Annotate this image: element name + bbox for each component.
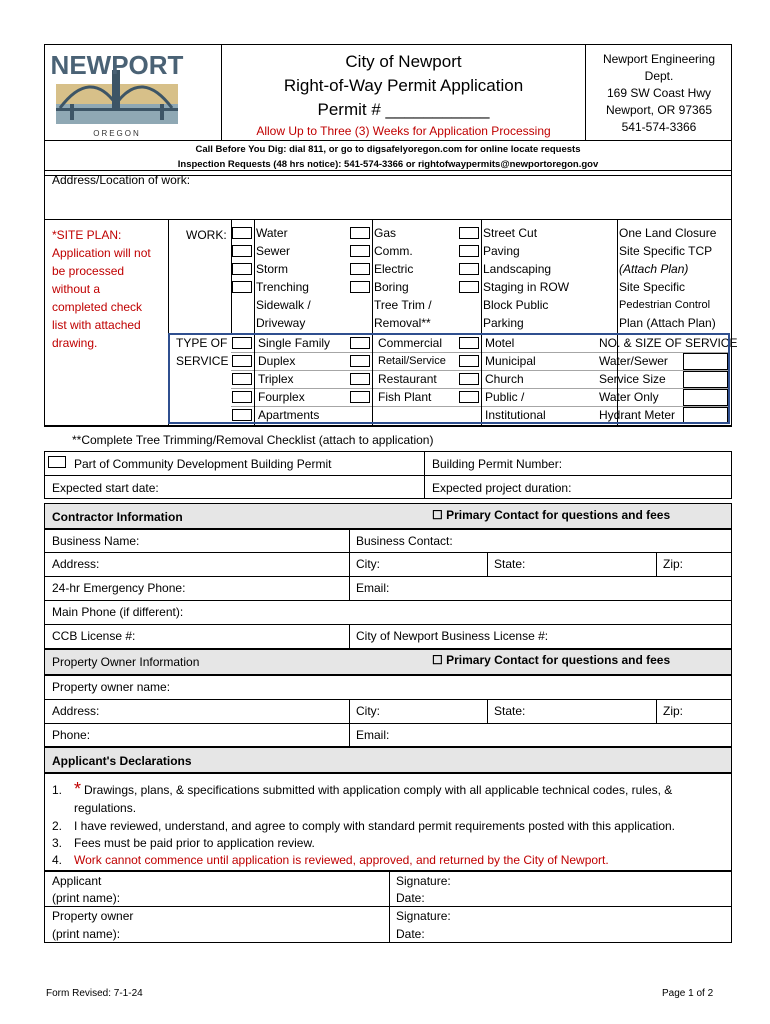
work-col3-checkbox-0[interactable]	[459, 227, 479, 239]
owner-address-field[interactable]: Address:	[52, 704, 100, 718]
work-col2-label-5: Removal**	[374, 316, 431, 330]
service-col1-label-0: Single Family	[258, 336, 331, 350]
service-col4-label-2: Service Size	[599, 372, 666, 386]
city-title: City of Newport	[345, 52, 462, 71]
work-col1-label-3: Trenching	[256, 280, 309, 294]
service-col4-label-4: Hydrant Meter	[599, 408, 676, 422]
business-contact-field[interactable]: Business Contact:	[356, 534, 453, 548]
applicant-date-field[interactable]: Date:	[396, 891, 425, 905]
site-plan-note: *SITE PLAN: Application will not be processed without a completed check list with attached drawing.	[52, 228, 151, 350]
work-col4-label-1: Site Specific TCP	[619, 244, 713, 258]
service-col3-label-1: Municipal	[485, 354, 536, 368]
work-col2-checkbox-2[interactable]	[350, 263, 370, 275]
work-col2-label-4: Tree Trim /	[374, 298, 432, 312]
service-col2-label-0: Commercial	[378, 336, 443, 350]
form-title: Right-of-Way Permit Application	[283, 76, 524, 95]
owner-state-field[interactable]: State:	[494, 704, 526, 718]
processing-note: Allow Up to Three (3) Weeks for Application Processing	[256, 124, 551, 138]
owner-email-field[interactable]: Email:	[356, 728, 390, 742]
service-col2-label-3: Fish Plant	[378, 390, 432, 404]
service-col1-label-1: Duplex	[258, 354, 296, 368]
service-col1-label-4: Apartments	[258, 408, 320, 422]
dept-name: Newport Engineering	[602, 52, 716, 66]
work-col3-label-3: Staging in ROW	[483, 280, 570, 294]
work-col1-checkbox-3[interactable]	[232, 281, 252, 293]
contractor-address-field[interactable]: Address:	[52, 557, 100, 571]
service-highlight	[168, 333, 730, 424]
work-col2-label-1: Comm.	[374, 244, 413, 258]
inspection-note: Inspection Requests (48 hrs notice): 541-574-3366 or rightofwaypermits@newportoregon.gov	[177, 159, 599, 170]
contractor-email-field[interactable]: Email:	[356, 581, 390, 595]
work-col1-checkbox-0[interactable]	[232, 227, 252, 239]
work-col3-checkbox-2[interactable]	[459, 263, 479, 275]
work-col1-checkbox-1[interactable]	[232, 245, 252, 257]
start-date-label: Expected start date:	[52, 481, 159, 495]
work-col4-label-2: (Attach Plan)	[619, 262, 689, 276]
work-col1-label-2: Storm	[256, 262, 289, 276]
business-name-field[interactable]: Business Name:	[52, 534, 140, 548]
dept-phone: 541-574-3366	[621, 120, 697, 134]
contractor-state-field[interactable]: State:	[494, 557, 526, 571]
main-phone-field[interactable]: Main Phone (if different):	[52, 605, 184, 619]
owner-signature-field[interactable]: Signature:	[396, 909, 451, 923]
logo-sub: OREGON	[93, 129, 141, 138]
work-label: WORK:	[186, 228, 227, 242]
owner-date-field[interactable]: Date:	[396, 927, 425, 941]
service-col2-label-1: Retail/Service	[378, 355, 446, 367]
declaration-4-num: 4.	[52, 853, 63, 867]
declaration-1-text: Drawings, plans, & specifications submitted with application comply with all applicable technical codes, rules, &	[84, 783, 673, 797]
city-business-license-field[interactable]: City of Newport Business License #:	[356, 629, 549, 643]
service-col4-label-3: Water Only	[599, 390, 659, 404]
work-col4-label-4: Pedestrian Control	[619, 299, 711, 311]
contractor-heading: Contractor Information	[52, 510, 183, 524]
logo-word: NEWPORT	[50, 50, 184, 80]
owner-sign-label: Property owner	[52, 909, 134, 923]
service-col4-label-1: Water/Sewer	[599, 354, 668, 368]
work-col2-label-0: Gas	[374, 226, 397, 240]
emergency-phone-field[interactable]: 24-hr Emergency Phone:	[52, 581, 186, 595]
declaration-2-text: I have reviewed, understand, and agree to comply with standard permit requirements posted with this application.	[74, 819, 675, 833]
service-col3-label-2: Church	[485, 372, 524, 386]
contractor-city-field[interactable]: City:	[356, 557, 380, 571]
service-col2-label-2: Restaurant	[378, 372, 437, 386]
applicant-print-name-field[interactable]: (print name):	[52, 891, 121, 905]
owner-zip-field[interactable]: Zip:	[663, 704, 684, 718]
work-col2-label-2: Electric	[374, 262, 414, 276]
permit-number-line: Permit # ___________	[317, 100, 490, 119]
work-col1-label-5: Driveway	[256, 316, 306, 330]
dig-note: Call Before You Dig: dial 811, or go to digsafelyoregon.com for online locate requests	[195, 144, 581, 155]
applicant-label: Applicant	[52, 874, 102, 888]
contractor-primary-checkbox[interactable]: ☐ Primary Contact for questions and fees	[432, 508, 671, 522]
declarations-heading: Applicant's Declarations	[52, 754, 192, 768]
work-col2-checkbox-1[interactable]	[350, 245, 370, 257]
work-col1-label-0: Water	[256, 226, 288, 240]
building-permit-checkbox[interactable]	[48, 456, 66, 468]
applicant-signature-field[interactable]: Signature:	[396, 874, 451, 888]
work-col4-label-5: Plan (Attach Plan)	[619, 316, 716, 330]
tree-note: **Complete Tree Trimming/Removal Checklist (attach to application)	[72, 433, 434, 447]
part-of-building-permit: Part of Community Development Building Permit	[74, 457, 332, 471]
contractor-zip-field[interactable]: Zip:	[663, 557, 684, 571]
dept-city-state: Newport, OR 97365	[605, 103, 713, 117]
service-col1-label-2: Triplex	[258, 372, 294, 386]
declaration-4-text: Work cannot commence until application is reviewed, approved, and returned by the City of Newport.	[74, 853, 609, 867]
service-label-1: TYPE OF	[176, 336, 228, 350]
owner-heading: Property Owner Information	[52, 655, 200, 669]
newport-logo	[50, 48, 190, 138]
work-col4-label-0: One Land Closure	[619, 226, 717, 240]
work-col1-checkbox-2[interactable]	[232, 263, 252, 275]
building-permit-number-label: Building Permit Number:	[432, 457, 563, 471]
dept-address: 169 SW Coast Hwy	[606, 86, 712, 100]
owner-name-field[interactable]: Property owner name:	[52, 680, 171, 694]
work-col2-checkbox-3[interactable]	[350, 281, 370, 293]
owner-print-name-field[interactable]: (print name):	[52, 927, 121, 941]
work-col3-label-5: Parking	[483, 316, 524, 330]
signature-table	[44, 871, 732, 943]
service-col4-label-0: NO. & SIZE OF SERVICE	[599, 336, 738, 350]
declaration-1-asterisk-icon: *	[74, 779, 82, 799]
work-col3-label-1: Paving	[483, 244, 520, 258]
address-label: Address/Location of work:	[52, 173, 191, 187]
service-col1-label-3: Fourplex	[258, 390, 305, 404]
ccb-license-field[interactable]: CCB License #:	[52, 629, 136, 643]
work-col3-label-2: Landscaping	[483, 262, 552, 276]
work-col4-label-3: Site Specific	[619, 280, 686, 294]
work-col3-label-4: Block Public	[483, 298, 549, 312]
work-col2-checkbox-0[interactable]	[350, 227, 370, 239]
service-col3-label-0: Motel	[485, 336, 515, 350]
work-col3-checkbox-3[interactable]	[459, 281, 479, 293]
form-revised: Form Revised: 7-1-24	[46, 988, 143, 999]
declaration-3-num: 3.	[52, 836, 63, 850]
work-col3-label-0: Street Cut	[483, 226, 538, 240]
work-col3-checkbox-1[interactable]	[459, 245, 479, 257]
owner-city-field[interactable]: City:	[356, 704, 380, 718]
declaration-3-text: Fees must be paid prior to application review.	[74, 836, 315, 850]
declaration-1-num: 1.	[52, 783, 63, 797]
dept-line2: Dept.	[644, 69, 674, 83]
owner-phone-field[interactable]: Phone:	[52, 728, 91, 742]
declaration-1-cont: regulations.	[74, 801, 137, 815]
work-col1-label-1: Sewer	[256, 244, 291, 258]
service-col3-label-4: Institutional	[485, 408, 546, 422]
work-col2-label-3: Boring	[374, 280, 409, 294]
declaration-2-num: 2.	[52, 819, 63, 833]
owner-primary-checkbox[interactable]: ☐ Primary Contact for questions and fees	[432, 653, 671, 667]
duration-label: Expected project duration:	[432, 481, 572, 495]
service-col3-label-3: Public /	[485, 390, 525, 404]
page-number: Page 1 of 2	[662, 988, 714, 999]
work-col1-label-4: Sidewalk /	[256, 298, 311, 312]
service-label-2: SERVICE	[176, 354, 229, 368]
